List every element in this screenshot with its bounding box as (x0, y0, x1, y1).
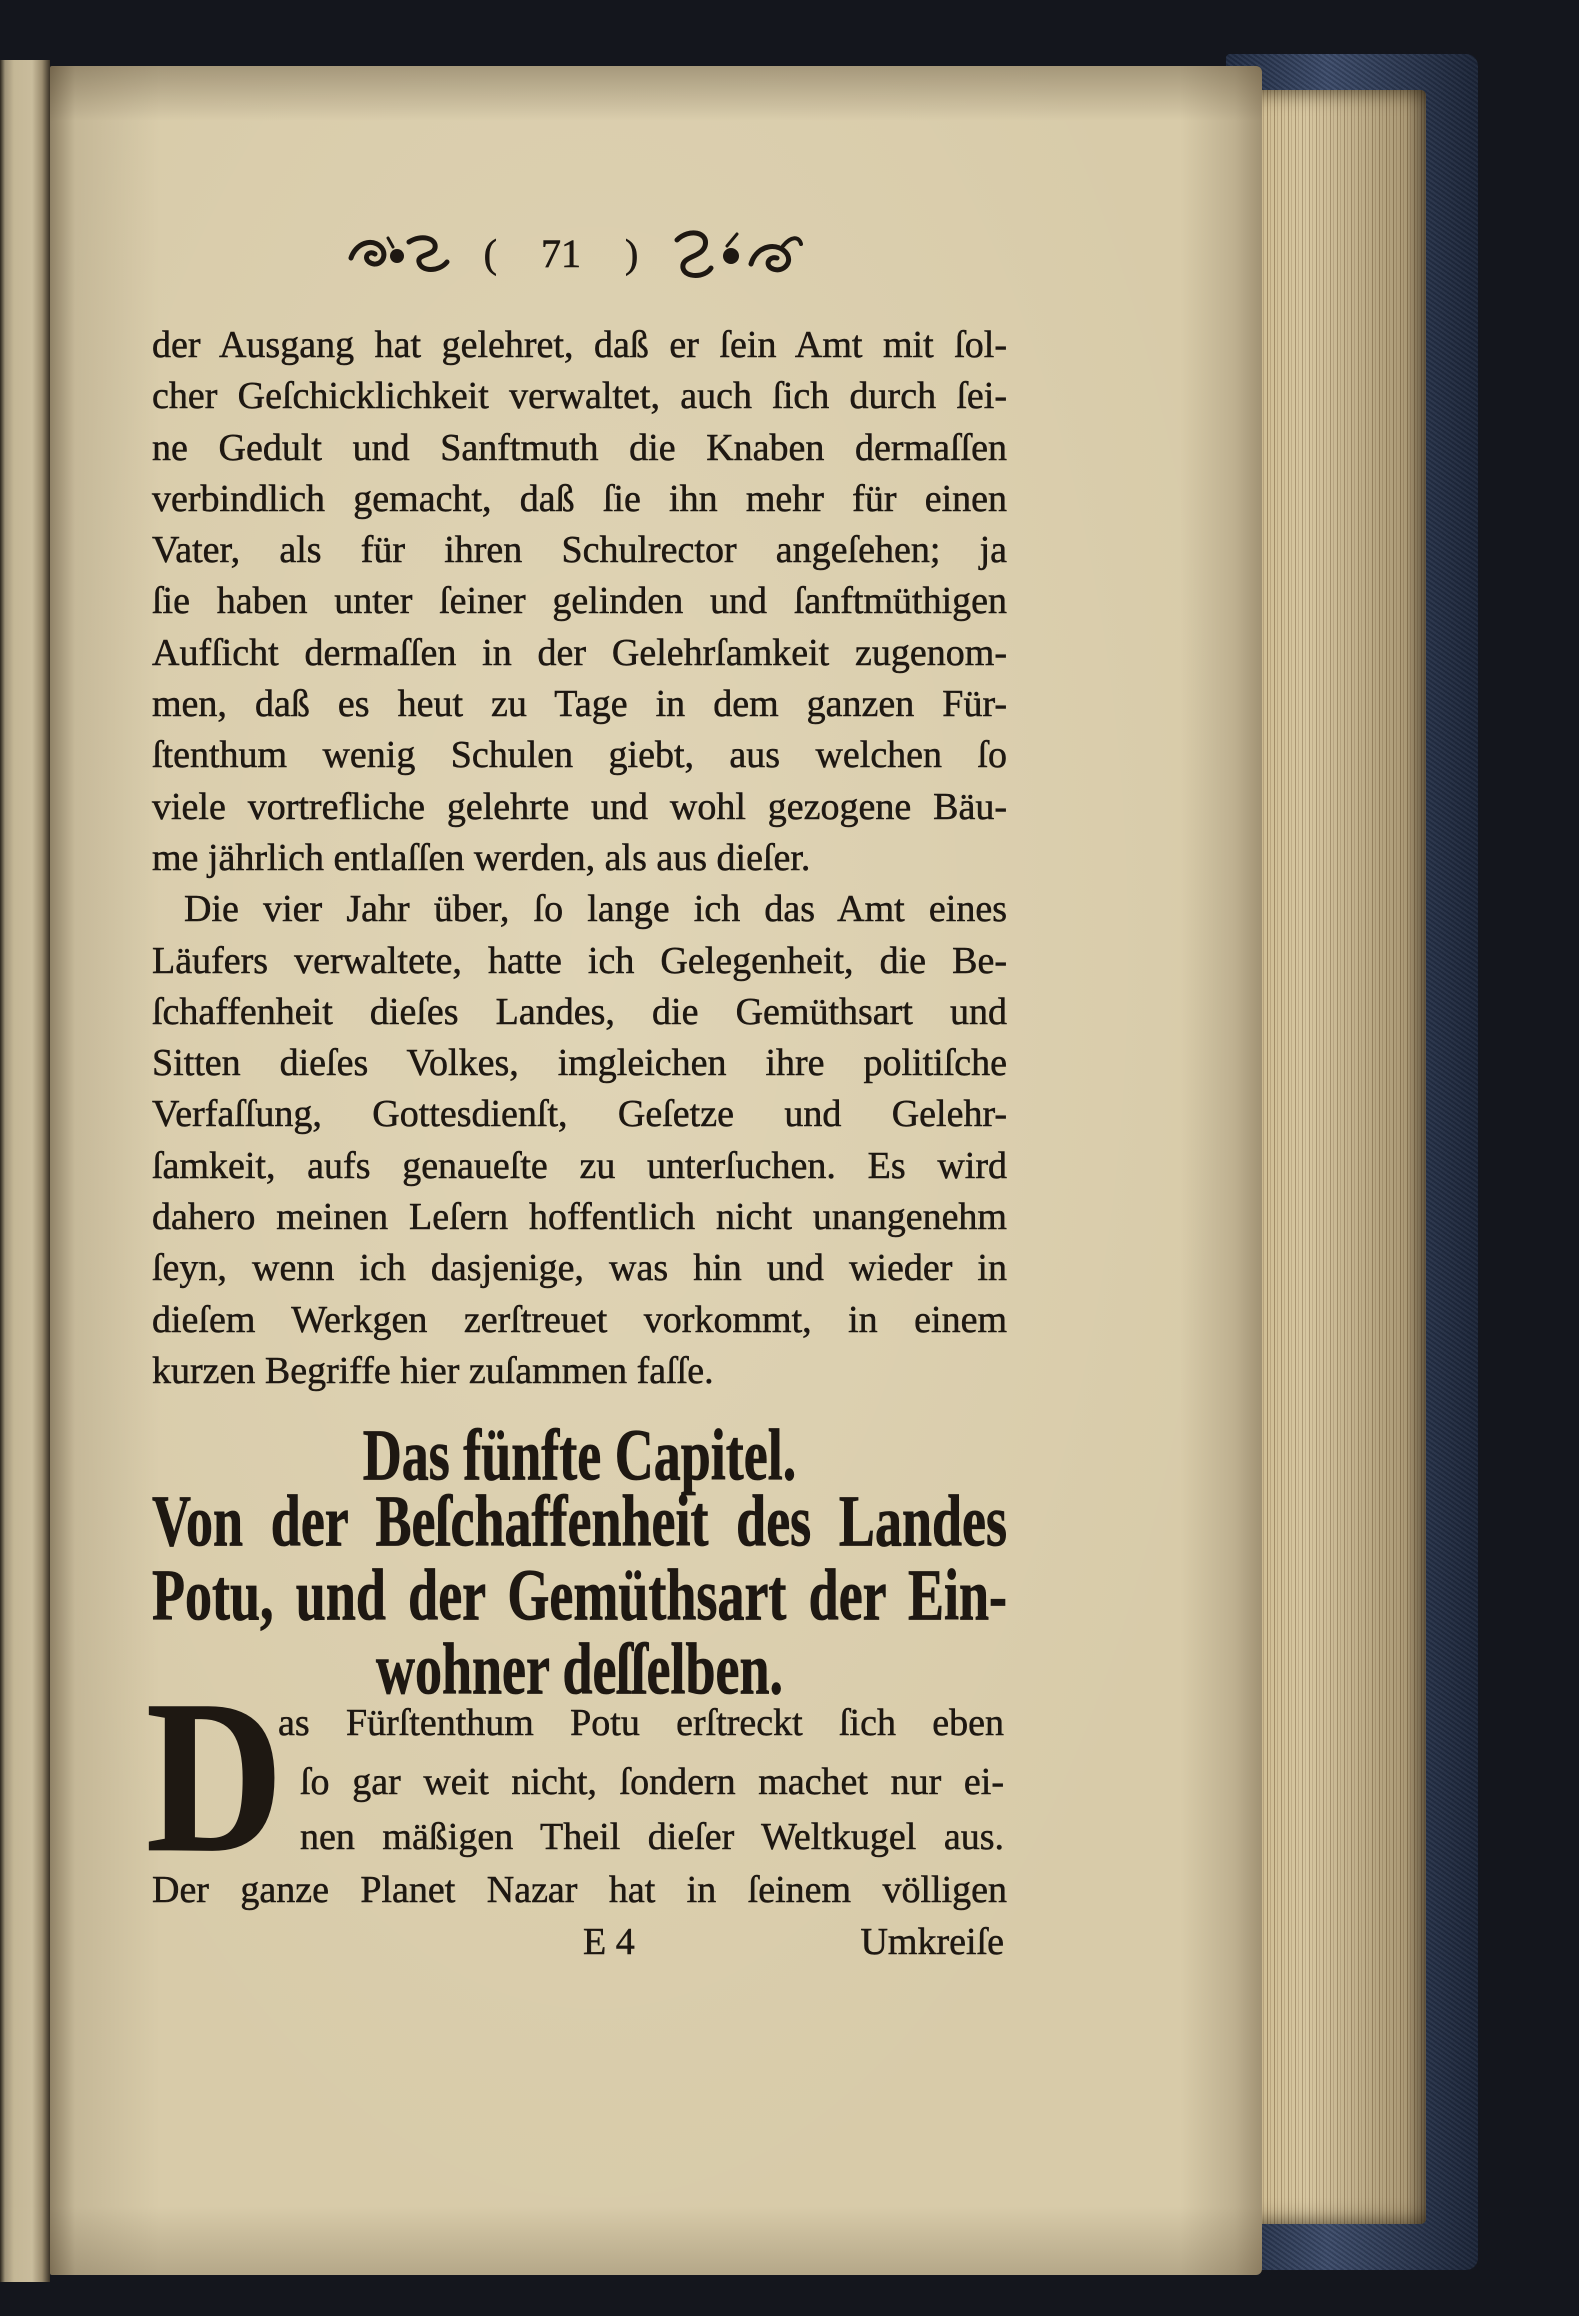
running-head (347, 226, 805, 282)
main-text-block (152, 320, 1007, 1397)
text-line: dieſem Werkgen zerſtreuet vorkommt, in einem (152, 1298, 1007, 1341)
chapter-number-heading: Das fünfte Capitel. (362, 1414, 797, 1496)
text-line: dahero meinen Leſern hoffentlich nicht unangenehm (152, 1196, 1007, 1239)
text-line: verbindlich gemacht, daß ſie ihn mehr für einen (152, 477, 1007, 520)
text-line: ne Gedult und Sanftmuth die Knaben dermaſſen (152, 426, 1007, 469)
fleuron-right-icon (671, 224, 805, 284)
text-line: ſie haben unter ſeiner gelinden und ſanftmüthigen (152, 580, 1007, 623)
catchword: Umkreiſe (860, 1921, 1004, 1963)
text-line: Aufſicht dermaſſen in der Gelehrſamkeit zugenom- (152, 631, 1007, 674)
text-line: ſo gar weit nicht, ſondern machet nur ei- (300, 1761, 1004, 1803)
text-line: ſtenthum wenig Schulen giebt, aus welchen ſo (152, 734, 1007, 777)
text-line: ſamkeit, aufs genaueſte zu unterſuchen. Es wird (152, 1144, 1007, 1187)
text-line: viele vortrefliche gelehrte und wohl gezogene Bäu- (152, 785, 1007, 828)
text-line: Sitten dieſes Volkes, imgleichen ihre politiſche (152, 1042, 1007, 1085)
page-edges-stack (1246, 90, 1426, 2224)
fleuron-left-icon (347, 232, 451, 276)
text-line: Läufers verwaltete, hatte ich Gelegenheit, die Be- (152, 939, 1007, 982)
signature-mark: E 4 (583, 1921, 635, 1963)
text-line: der Ausgang hat gelehret, daß er ſein Amt mit ſol- (152, 324, 1007, 366)
text-line: me jährlich entlaſſen werden, als aus dieſer. (152, 836, 811, 879)
chapter-title-line: Von der Beſchaffenheit des Landes (152, 1480, 1007, 1562)
text-line: kurzen Begriffe hier zuſammen faſſe. (152, 1349, 714, 1392)
text-line: Der ganze Planet Nazar hat in ſeinem völligen (152, 1869, 1007, 1911)
drop-cap: D (146, 1656, 284, 1899)
text-line: ſchaffenheit dieſes Landes, die Gemüthsart und (152, 990, 1007, 1033)
text-line: Verfaſſung, Gottesdienſt, Geſetze und Gelehr- (152, 1093, 1007, 1136)
text-line: cher Geſchicklichkeit verwaltet, auch ſich durch ſei- (152, 375, 1007, 418)
chapter-title-line: Potu, und der Gemüthsart der Ein- (152, 1554, 1007, 1636)
text-line: ſeyn, wenn ich dasjenige, was hin und wieder in (152, 1247, 1007, 1290)
page-number: ( 71 ) (483, 231, 639, 276)
text-line: nen mäßigen Theil dieſer Weltkugel aus. (300, 1816, 1004, 1858)
text-line: as Fürſtenthum Potu erſtreckt ſich eben (278, 1702, 1004, 1744)
previous-page-edge (0, 60, 50, 2282)
text-line: Vater, als für ihren Schulrector angeſehen; ja (152, 529, 1007, 572)
text-line: men, daß es heut zu Tage in dem ganzen Für- (152, 683, 1007, 726)
text-line: Die vier Jahr über, ſo lange ich das Amt eines (184, 888, 1007, 931)
chapter-title-line: wohner deſſelben. (375, 1628, 784, 1710)
